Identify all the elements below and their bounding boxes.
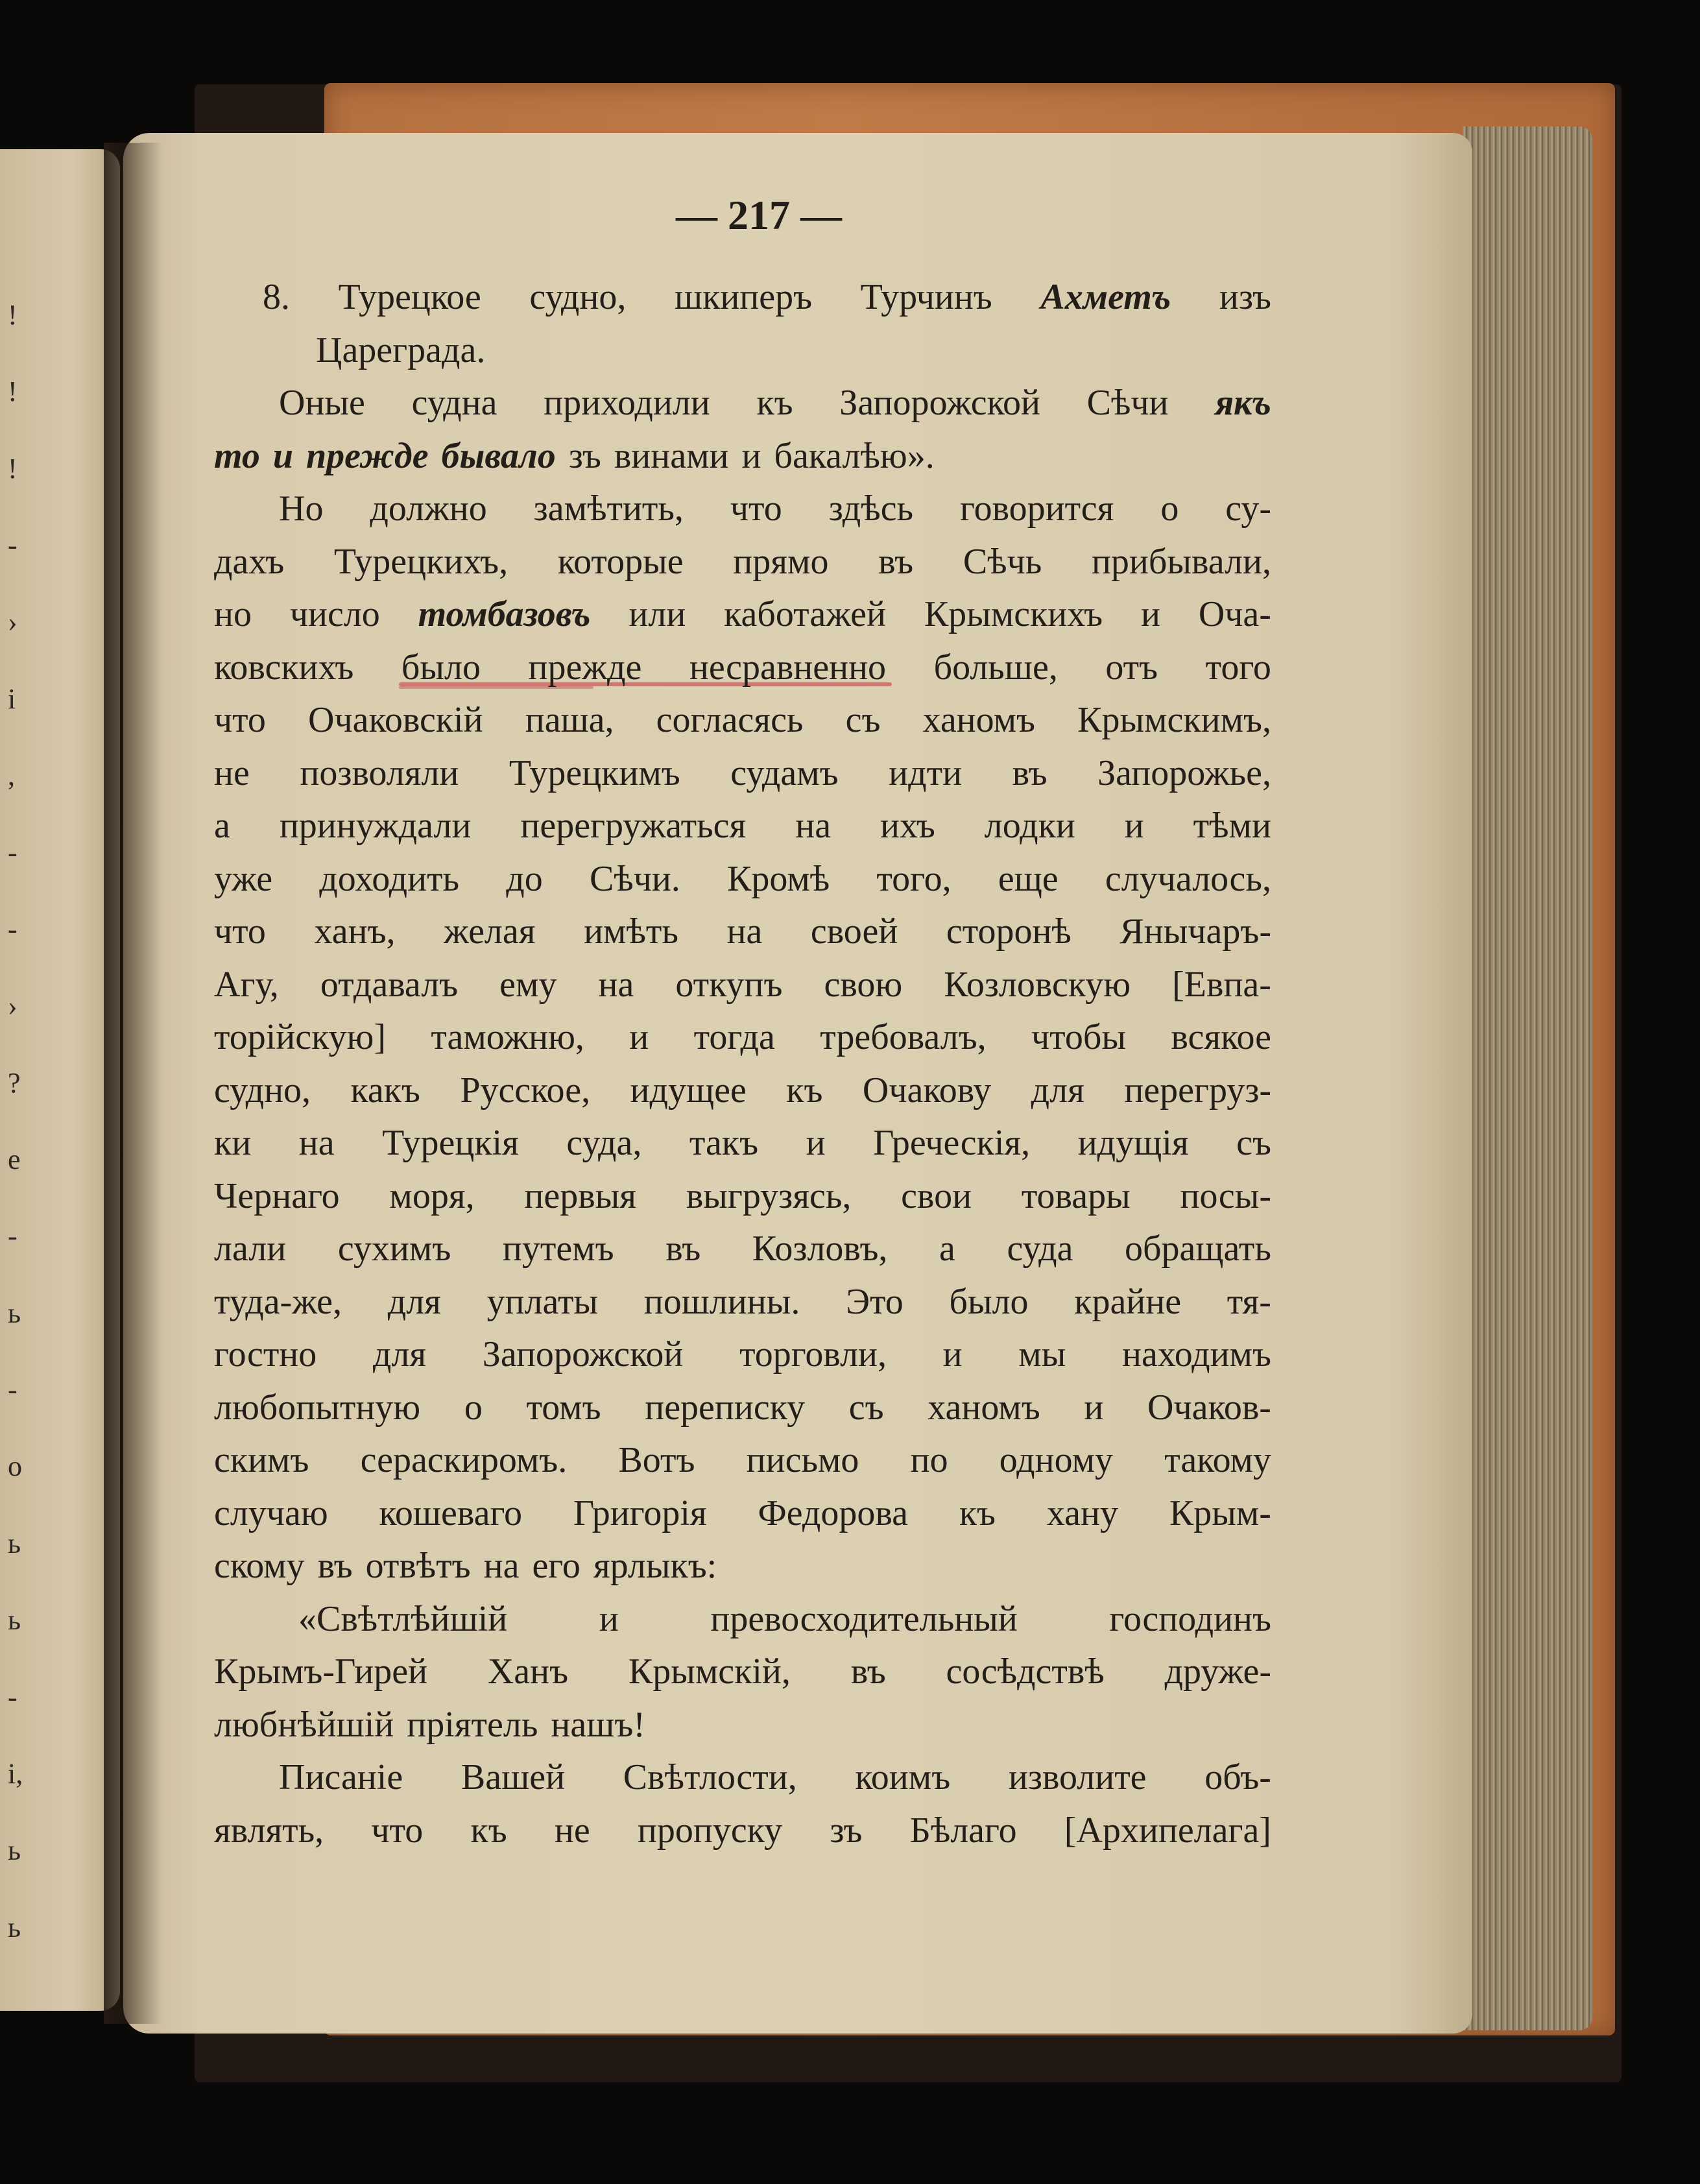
word: Бѣлаго xyxy=(909,1810,1017,1851)
word: торговли, xyxy=(739,1334,887,1374)
word: Чернаго xyxy=(214,1175,340,1216)
text-line xyxy=(214,1487,1271,1541)
word: которые xyxy=(557,541,684,582)
text-line xyxy=(214,1170,1271,1223)
word: его xyxy=(532,1546,581,1586)
word: сухимъ xyxy=(337,1229,451,1269)
word: и xyxy=(629,1017,649,1057)
word: торійскую] xyxy=(214,1017,387,1057)
word: было xyxy=(401,647,481,688)
word: кошеваго xyxy=(379,1493,523,1533)
word: по xyxy=(910,1440,948,1480)
word: Крымскихъ xyxy=(924,594,1103,634)
word: Вашей xyxy=(461,1757,566,1797)
word: томъ xyxy=(526,1387,601,1428)
previous-page xyxy=(0,149,120,2011)
previous-page-char: ? xyxy=(8,1066,21,1099)
word: Крымскій, xyxy=(628,1651,791,1692)
word: мы xyxy=(1018,1334,1066,1374)
word: въ xyxy=(850,1651,886,1692)
text-line xyxy=(214,694,1271,747)
page-number: — 217 — xyxy=(676,192,842,238)
word: для xyxy=(1031,1070,1084,1110)
word: изъ xyxy=(1219,277,1271,317)
word: «Свѣтлѣйшій xyxy=(298,1598,508,1639)
word: свою xyxy=(824,964,903,1005)
word: было xyxy=(949,1281,1029,1322)
word: паша, xyxy=(525,700,614,740)
word: требовалъ, xyxy=(820,1017,987,1057)
previous-page-char: › xyxy=(8,990,18,1022)
word: коимъ xyxy=(855,1757,951,1797)
text-line xyxy=(214,1699,1271,1752)
word: любопытную xyxy=(214,1387,421,1428)
word: Запорожье, xyxy=(1097,752,1271,793)
text-line xyxy=(214,271,1271,324)
text-line xyxy=(214,1117,1271,1170)
word: и xyxy=(806,1123,826,1163)
word: что xyxy=(214,700,266,740)
word: на xyxy=(483,1546,520,1586)
word: въ xyxy=(1012,752,1048,793)
word: должно xyxy=(370,488,487,529)
text-line xyxy=(214,906,1271,959)
word: хану xyxy=(1046,1493,1118,1533)
word: то xyxy=(214,435,260,476)
word: съ xyxy=(848,1387,884,1428)
word: бывало xyxy=(441,435,556,476)
word: что xyxy=(214,911,266,952)
word: откупъ xyxy=(675,964,783,1005)
word: крайне xyxy=(1074,1281,1182,1322)
word: сосѣдствѣ xyxy=(946,1651,1105,1692)
text-line xyxy=(214,430,1271,483)
word: превосходительный xyxy=(710,1598,1018,1639)
word: Очакову xyxy=(862,1070,992,1110)
text-line xyxy=(214,1646,1271,1699)
word: Агу, xyxy=(214,964,279,1005)
previous-page-char: ь xyxy=(8,1911,21,1943)
text-line xyxy=(214,747,1271,800)
word: Очаков- xyxy=(1147,1387,1271,1428)
word: такому xyxy=(1164,1440,1271,1480)
word: дахъ xyxy=(214,541,285,582)
text-line xyxy=(214,1434,1271,1487)
word: Но xyxy=(279,488,324,529)
word: ковскихъ xyxy=(214,647,354,688)
word: Запорожской xyxy=(482,1334,684,1374)
word: на xyxy=(726,911,763,952)
word: больше, xyxy=(933,647,1058,688)
text-line xyxy=(214,588,1271,642)
word: друже- xyxy=(1164,1651,1271,1692)
word: Ахметъ xyxy=(1040,277,1171,317)
word: одному xyxy=(999,1440,1113,1480)
word: лодки xyxy=(984,806,1075,846)
word: таможню, xyxy=(431,1017,584,1057)
word: [Архипелага] xyxy=(1064,1810,1271,1851)
text-line xyxy=(214,1593,1271,1646)
word: здѣсь xyxy=(828,488,914,529)
word: говорится xyxy=(960,488,1114,529)
word: якъ xyxy=(1215,383,1271,423)
word: Сѣчь xyxy=(963,541,1042,582)
word: товары xyxy=(1021,1175,1131,1216)
word: прибывали, xyxy=(1091,541,1271,582)
word: въ xyxy=(878,541,914,582)
previous-page-char: і xyxy=(8,682,16,715)
text-line xyxy=(214,642,1271,695)
word: ханомъ xyxy=(922,700,1035,740)
word: переписку xyxy=(645,1387,806,1428)
word: Крымскимъ, xyxy=(1077,700,1271,740)
word: а xyxy=(939,1229,955,1269)
word: тѣми xyxy=(1193,806,1271,846)
previous-page-char: ь xyxy=(8,1297,21,1329)
text-line xyxy=(214,377,1271,430)
word: не xyxy=(554,1810,590,1851)
word: Турчинъ xyxy=(860,277,992,317)
word: а xyxy=(214,806,230,846)
word: не xyxy=(214,752,250,793)
word: судно, xyxy=(529,277,627,317)
word: шкиперъ xyxy=(675,277,813,317)
page-text xyxy=(214,271,1271,1857)
text-line xyxy=(214,1540,1271,1593)
word: доходить xyxy=(319,858,460,899)
word: объ- xyxy=(1204,1757,1271,1797)
text-line xyxy=(214,1382,1271,1435)
word: о xyxy=(1160,488,1179,529)
word: суда xyxy=(1007,1229,1073,1269)
word: Турецкихъ, xyxy=(333,541,509,582)
word: для xyxy=(387,1281,441,1322)
word: Козловъ, xyxy=(752,1229,888,1269)
word: Писаніе xyxy=(279,1757,403,1797)
previous-page-char: ! xyxy=(8,452,18,485)
word: судно, xyxy=(214,1070,311,1110)
word: Русское, xyxy=(460,1070,591,1110)
word: идти xyxy=(889,752,963,793)
word: бакалѣю». xyxy=(774,435,935,476)
word: скимъ xyxy=(214,1440,309,1480)
previous-page-char: ь xyxy=(8,1527,21,1559)
word: перегруз- xyxy=(1124,1070,1271,1110)
page-edges xyxy=(1463,126,1592,2030)
word: уплаты xyxy=(486,1281,599,1322)
word: Цареграда. xyxy=(316,330,486,370)
word: и xyxy=(1140,594,1160,634)
text-line xyxy=(214,1805,1271,1858)
word: туда-же, xyxy=(214,1281,342,1322)
word: чтобы xyxy=(1031,1017,1127,1057)
word: прежде xyxy=(528,647,642,688)
word: того, xyxy=(876,858,952,899)
text-line xyxy=(214,1751,1271,1805)
previous-page-edge-text xyxy=(0,149,120,2011)
word: имѣть xyxy=(584,911,678,952)
word: сераскиромъ. xyxy=(360,1440,568,1480)
word: Турецкія xyxy=(382,1123,519,1163)
word: своей xyxy=(810,911,898,952)
word: и xyxy=(272,435,293,476)
word: прежде xyxy=(305,435,429,476)
text-line xyxy=(214,959,1271,1012)
word: всякое xyxy=(1171,1017,1271,1057)
word: съ xyxy=(1236,1123,1271,1163)
previous-page-char: › xyxy=(8,606,18,638)
previous-page-char: ь xyxy=(8,1834,21,1867)
word: приходили xyxy=(544,383,710,423)
text-line xyxy=(214,1064,1271,1118)
word: зъ xyxy=(830,1810,863,1851)
word: обращать xyxy=(1125,1229,1271,1269)
word: пріятель xyxy=(407,1704,538,1745)
word: или xyxy=(629,594,686,634)
word: тя- xyxy=(1227,1281,1271,1322)
word: Вотъ xyxy=(618,1440,695,1480)
word: зъ xyxy=(568,435,601,476)
previous-page-char: і, xyxy=(8,1757,23,1790)
previous-page-char: - xyxy=(8,836,18,869)
word: винами xyxy=(614,435,729,476)
word: Ханъ xyxy=(487,1651,569,1692)
word: о xyxy=(464,1387,483,1428)
word: нашъ! xyxy=(551,1704,645,1745)
word: и xyxy=(1084,1387,1104,1428)
word: и xyxy=(599,1598,619,1639)
word: ханъ, xyxy=(314,911,396,952)
word: посы- xyxy=(1180,1175,1271,1216)
word: идущія xyxy=(1077,1123,1189,1163)
word: ки xyxy=(214,1123,252,1163)
word: ярлыкъ: xyxy=(593,1546,717,1586)
word: суда, xyxy=(566,1123,642,1163)
word: до xyxy=(506,858,543,899)
word: являть, xyxy=(214,1810,324,1851)
word: Это xyxy=(846,1281,904,1322)
word: Оные xyxy=(279,383,365,423)
word: находимъ xyxy=(1122,1334,1271,1374)
word: лали xyxy=(214,1229,287,1269)
word: уже xyxy=(214,858,273,899)
word: на xyxy=(298,1123,335,1163)
word: тогда xyxy=(693,1017,775,1057)
word: су- xyxy=(1225,488,1271,529)
text-line xyxy=(214,1011,1271,1064)
previous-page-char: ! xyxy=(8,376,18,408)
word: выгрузясь, xyxy=(686,1175,852,1216)
word: моря, xyxy=(389,1175,475,1216)
previous-page-char: е xyxy=(8,1144,21,1175)
word: на xyxy=(598,964,634,1005)
word: случалось, xyxy=(1105,858,1271,899)
word: ихъ xyxy=(880,806,935,846)
text-line xyxy=(214,1276,1271,1329)
text-line xyxy=(214,536,1271,589)
word: изволите xyxy=(1008,1757,1147,1797)
word: Крым- xyxy=(1169,1493,1271,1533)
word: Оча- xyxy=(1198,594,1271,634)
word: скому xyxy=(214,1546,305,1586)
text-line xyxy=(214,1328,1271,1382)
previous-page-char: - xyxy=(8,913,18,945)
word: Янычаръ- xyxy=(1119,911,1271,952)
previous-page-char: - xyxy=(8,1220,18,1253)
word: Крымъ-Гирей xyxy=(214,1651,428,1692)
word: Очаковскій xyxy=(308,700,483,740)
word: того xyxy=(1205,647,1271,688)
gutter-shadow xyxy=(104,143,162,2024)
word: число xyxy=(289,594,380,634)
word: Кромѣ xyxy=(727,858,830,899)
word: гостно xyxy=(214,1334,317,1374)
word: письмо xyxy=(746,1440,859,1480)
word: каботажей xyxy=(724,594,886,634)
word: любнѣйшій xyxy=(214,1704,394,1745)
word: еще xyxy=(998,858,1059,899)
word: что xyxy=(730,488,782,529)
text-line xyxy=(214,1223,1271,1276)
word: въ xyxy=(317,1546,353,1586)
word: ему xyxy=(499,964,557,1005)
word: пошлины. xyxy=(643,1281,800,1322)
word: Федорова xyxy=(758,1493,908,1533)
word: къ xyxy=(756,383,793,423)
word: и xyxy=(942,1334,963,1374)
text-line xyxy=(214,800,1271,853)
word: сторонѣ xyxy=(946,911,1071,952)
previous-page-char: - xyxy=(8,529,18,562)
word: на xyxy=(795,806,832,846)
word: случаю xyxy=(214,1493,328,1533)
word: первыя xyxy=(524,1175,637,1216)
word: Козловскую xyxy=(944,964,1131,1005)
text-line xyxy=(214,853,1271,906)
word: принуждали xyxy=(279,806,472,846)
previous-page-char: - xyxy=(8,1681,18,1713)
word: къ xyxy=(959,1493,996,1533)
previous-page-char: - xyxy=(8,1374,18,1406)
word: въ xyxy=(665,1229,701,1269)
word: желая xyxy=(444,911,536,952)
word: Греческія, xyxy=(873,1123,1031,1163)
word: господинъ xyxy=(1109,1598,1271,1639)
word: Сѣчи xyxy=(1086,383,1169,423)
word: для xyxy=(372,1334,427,1374)
word: къ xyxy=(786,1070,823,1110)
word: но xyxy=(214,594,252,634)
word: какъ xyxy=(350,1070,420,1110)
word: Турецкое xyxy=(338,277,481,317)
word: и xyxy=(741,435,761,476)
word: Григорія xyxy=(573,1493,707,1533)
word: Сѣчи. xyxy=(589,858,680,899)
word: 8. xyxy=(263,277,290,317)
previous-page-char: о xyxy=(8,1450,22,1483)
word: судамъ xyxy=(730,752,839,793)
word: отвѣтъ xyxy=(365,1546,471,1586)
word: Свѣтлости, xyxy=(623,1757,797,1797)
word: томбазовъ xyxy=(418,594,591,634)
word: идущее xyxy=(630,1070,747,1110)
word: Запорожской xyxy=(839,383,1040,423)
text-line xyxy=(214,324,1271,378)
word: пропуску xyxy=(637,1810,783,1851)
word: [Евпа- xyxy=(1172,964,1271,1005)
previous-page-char: , xyxy=(8,760,15,792)
word: перегружаться xyxy=(520,806,747,846)
word: къ xyxy=(470,1810,507,1851)
word: свои xyxy=(901,1175,972,1216)
word: съ xyxy=(845,700,881,740)
word: замѣтить, xyxy=(533,488,684,529)
previous-page-char: ь xyxy=(8,1604,21,1637)
word: прямо xyxy=(733,541,829,582)
word: что xyxy=(371,1810,424,1851)
word: отдавалъ xyxy=(320,964,459,1005)
word: и xyxy=(1124,806,1144,846)
word: такъ xyxy=(689,1123,759,1163)
word: несравненно xyxy=(689,647,887,688)
previous-page-char: ! xyxy=(8,299,18,331)
word: судна xyxy=(411,383,497,423)
word: Турецкимъ xyxy=(509,752,680,793)
text-line xyxy=(214,483,1271,536)
word: согласясь xyxy=(656,700,804,740)
word: отъ xyxy=(1105,647,1158,688)
word: позволяли xyxy=(300,752,459,793)
word: путемъ xyxy=(502,1229,614,1269)
word: ханомъ xyxy=(928,1387,1040,1428)
